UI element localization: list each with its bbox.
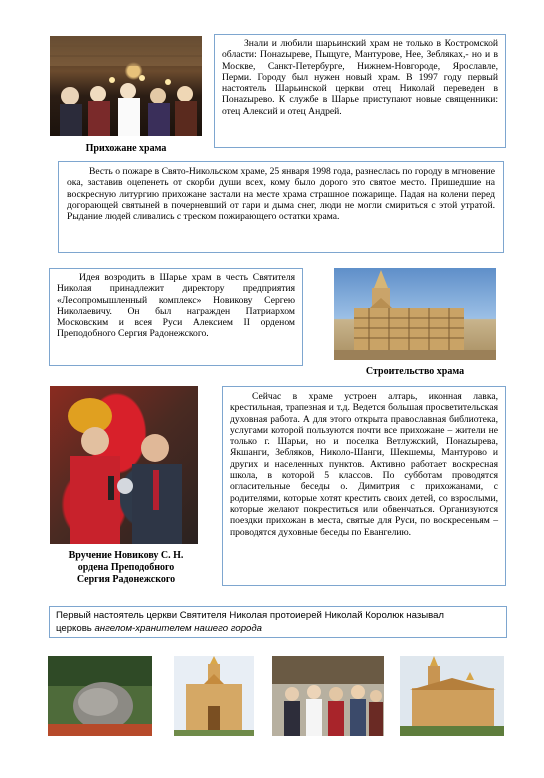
guardian-italic-text: ангелом-хранителем нашего города [94, 622, 263, 634]
parishioners-illustration [50, 36, 202, 136]
construction-illustration [334, 268, 496, 360]
text-box-fire [58, 161, 504, 253]
congregation-photo [272, 656, 384, 736]
guardian-line-1: Первый настоятель церкви Святителя Николая протоиерей Николай Королюк называл [56, 610, 445, 621]
present-text: Сейчас в храме устроен алтарь, иконная лавка, крестильная, трапезная и т.д. Ведется большая просветительская духовная работа. А для этого открыта православная библиотека, услугами которой пользуются почти все прихожане – жители не только г. Шарьи, но и поселка Ветлужский, Понazырева, Якшанги, Зебляков, Николо-Шанги, Шекшемы, Мантурово и других и населенных пунктов. Активно работает воскресная школа, в которой 5 классов. По субботам проводятся огласительные беседы о. Димитрия с прихожанами, с родителями, которые хотят крестить своих детей, со взрослыми, которые желают покреститься или обвенчаться. Организуются поездки прихожан в места, святые для Руси, по воскресеньям – проводятся духовные беседы по Евангелию. [230, 391, 498, 538]
memorial-stone-illustration [48, 656, 152, 736]
church-front-photo [174, 656, 254, 736]
caption-construction: Строительство храма [365, 366, 465, 377]
caption-award-line-1: Вручение Новикову С. Н. [68, 550, 184, 561]
caption-parishioners: Прихожане храма [85, 143, 167, 154]
history-text: Знали и любили шарьинский храм не только в Костромской области: Понazыреве, Пыщуге, Мантурове, Нее, Зебляках,- но и в Москве, Санкт-Петербурге, Нижнем-Новгороде, Ярославле, Перми. Городу был нужен новый храм. В 1997 году первый настоятель Шарьинской церкви отец Николай переведен в Понazырево. К службе в Шарье приступают новые священники: отец Алексий и отец Андрей. [222, 38, 498, 117]
award-photo [50, 386, 198, 544]
caption-award-line-2: ордена Преподобного [77, 562, 175, 573]
fire-text: Весть о пожаре в Свято-Никольском храме, 25 января 1998 года, разнеслась по городу в мгновение ока, заставив оцепенеть от скорби души всех, кому было дорого это святое место. Пришедшие на воскресную литургию прихожане застали на месте храма страшное пожарище. Падая на колени перед догорающей святыней в почерневший от гари и дыма снег, люди не могли смириться с этой утратой. Рыдание людей сливались с треском пожирающего остатки храма. [67, 166, 495, 223]
church-front-illustration [174, 656, 254, 736]
idea-text: Идея возродить в Шарье храм в честь Святителя Николая принадлежит директору предприятия «Лесопромышленный комплекс» Новикову Сергею Николаевичу. Он был награжден Патриархом Московским и всея Руси Алексием II орденом Преподобного Сергия Радонежского. [57, 272, 295, 340]
church-side-illustration [400, 656, 504, 736]
guardian-plain-text: церковь [56, 622, 95, 634]
text-box-guardian [49, 606, 507, 638]
memorial-stone-photo [48, 656, 152, 736]
text-box-history [214, 34, 506, 148]
parishioners-photo [50, 36, 202, 136]
text-box-idea [49, 268, 303, 366]
church-side-photo [400, 656, 504, 736]
award-illustration [50, 386, 198, 544]
caption-award-line-3: Сергия Радонежского [76, 574, 176, 585]
construction-photo [334, 268, 496, 360]
guardian-line-2 [56, 623, 500, 636]
caption-award [46, 550, 206, 586]
text-box-present [222, 386, 506, 586]
congregation-illustration [272, 656, 384, 736]
